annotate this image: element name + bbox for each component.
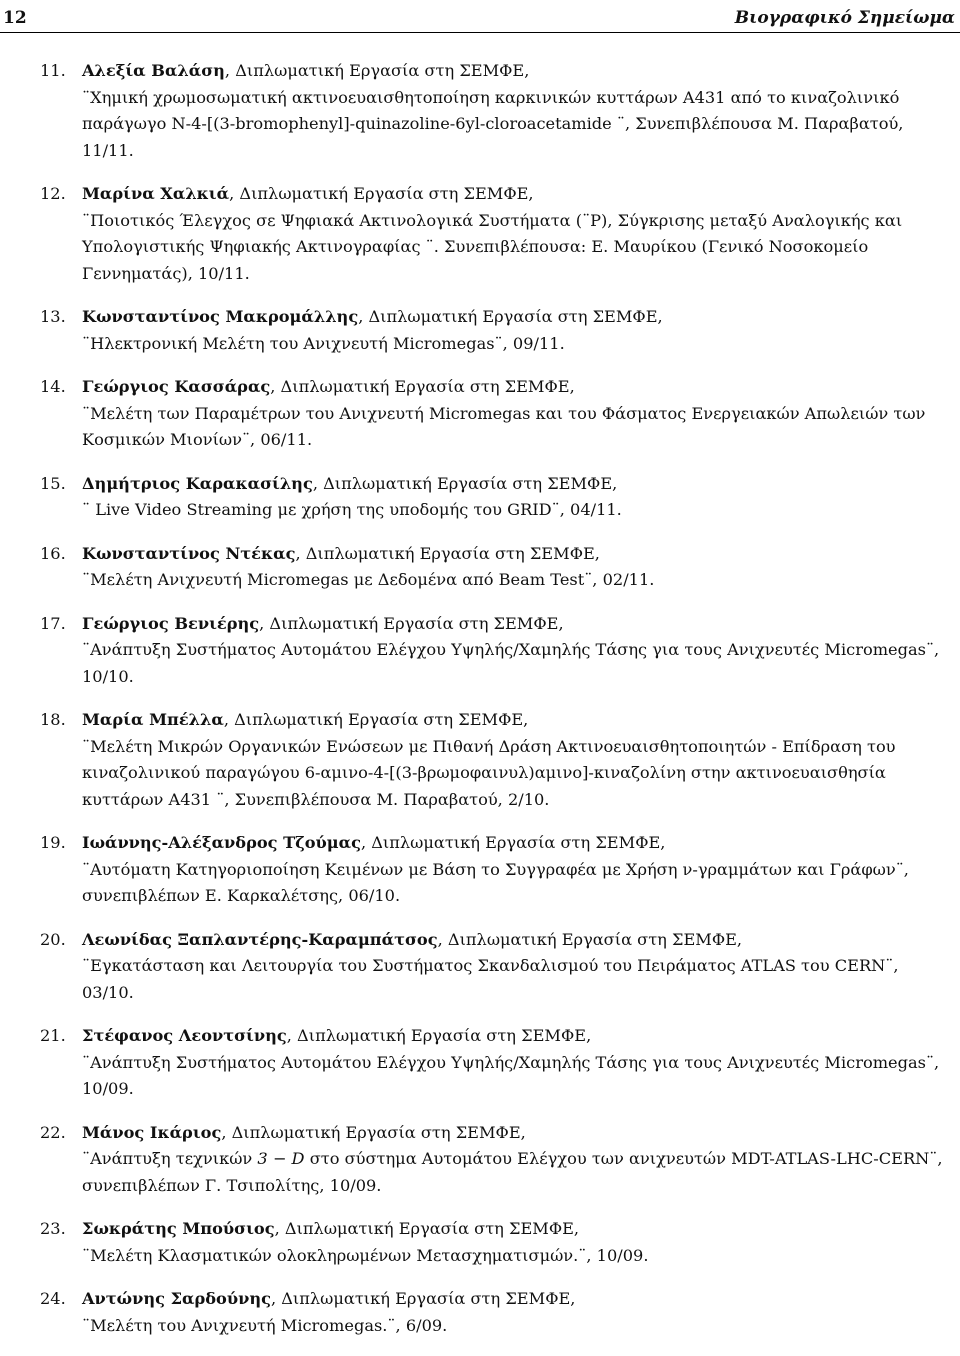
student-name: Δημήτριος Καρακασίλης	[82, 473, 313, 493]
thesis-entry	[0, 611, 960, 691]
thesis-entry	[0, 927, 960, 1007]
entry-role: , Διπλωματική Εργασία στη ΣΕΜΦΕ,	[360, 833, 666, 852]
entry-number: 13.	[40, 307, 66, 326]
student-name: Στέφανος Λεοντσίνης	[82, 1026, 287, 1045]
thesis-entry	[0, 1286, 960, 1339]
thesis-entry	[0, 830, 960, 910]
entry-number: 11.	[40, 61, 66, 80]
entry-number: 20.	[40, 929, 66, 949]
entry-number: 15.	[40, 473, 66, 493]
thesis-title: ¨Μελέτη Κλασματικών ολοκληρωμένων Μετασχηματισμών.¨, 10/09.	[82, 1245, 649, 1265]
entry-number: 17.	[40, 613, 66, 633]
thesis-entry	[0, 707, 960, 813]
entry-role: , Διπλωματική Εργασία στη ΣΕΜΦΕ,	[274, 1219, 580, 1238]
student-name: Ιωάννης-Αλέξανδρος Τζούμας	[82, 833, 361, 852]
student-name: Κωνσταντίνος Μακρομάλλης	[82, 307, 359, 326]
thesis-title: ¨ Live Video Streaming με χρήση της υποδομής του GRID¨, 04/11.	[82, 500, 622, 519]
student-name: Μαρία Μπέλλα	[82, 710, 224, 729]
math-expression: 3 − D	[257, 1149, 305, 1168]
student-name: Κωνσταντίνος Ντέκας	[82, 543, 296, 563]
entry-role: , Διπλωματική Εργασία στη ΣΕΜΦΕ,	[312, 473, 618, 493]
student-name: Αλεξία Βαλάση	[82, 61, 225, 80]
page-number: 12	[3, 8, 27, 28]
entry-role: , Διπλωματική Εργασία στη ΣΕΜΦΕ,	[229, 184, 534, 203]
thesis-title: ¨Μελέτη Ανιχνευτή Micromegas με Δεδομένα από Beam Test¨, 02/11.	[82, 570, 655, 589]
thesis-entry	[0, 304, 960, 357]
entry-role: , Διπλωματική Εργασία στη ΣΕΜΦΕ,	[221, 1122, 526, 1142]
thesis-title	[82, 1146, 953, 1199]
student-name: Αντώνης Σαρδούνης	[82, 1289, 271, 1308]
entry-role: , Διπλωματική Εργασία στη ΣΕΜΦΕ,	[270, 1289, 576, 1308]
entry-number: 18.	[40, 710, 66, 729]
section-title: Βιογραφικό Σημείωμα	[734, 8, 955, 28]
thesis-title: ¨Ηλεκτρονική Μελέτη του Ανιχνευτή Micromegas¨, 09/11.	[82, 333, 565, 353]
entry-number: 21.	[40, 1026, 66, 1045]
entry-role: , Διπλωματική Εργασία στη ΣΕΜΦΕ,	[286, 1026, 592, 1045]
entry-number: 16.	[40, 543, 66, 563]
thesis-title: ¨Ανάπτυξη Συστήματος Αυτομάτου Ελέγχου Υψηλής/Χαμηλής Τάσης για τους Ανιχνευτές Micromegas¨, 10/10.	[82, 640, 940, 686]
entry-role: , Διπλωματική Εργασία στη ΣΕΜΦΕ,	[270, 377, 575, 396]
entry-role: , Διπλωματική Εργασία στη ΣΕΜΦΕ,	[259, 613, 564, 633]
thesis-title: ¨Ποιοτικός Έλεγχος σε Ψηφιακά Ακτινολογικά Συστήματα (¨P), Σύγκρισης μεταξύ Αναλογικής και Υπολογιστικής Ψηφιακής Ακτινογραφίας ¨. Συνεπιβλέπουσα: Ε. Μαυρίκου (Γενικό Νοσοκομείο Γεννηματάς), 10/11.	[82, 210, 903, 283]
student-name: Γεώργιος Κασσάρας	[82, 377, 271, 396]
student-name: Μαρίνα Χαλκιά	[82, 184, 230, 203]
thesis-entry	[0, 374, 960, 454]
student-name: Γεώργιος Βενιέρης	[82, 613, 260, 633]
thesis-entry	[0, 181, 960, 287]
entry-number: 23.	[40, 1219, 66, 1238]
thesis-title: ¨Χημική χρωμοσωματική ακτινοευαισθητοποίηση καρκινικών κυττάρων A431 από το κιναζολινικό παράγωγο N-4-[(3-bromophenyl]-quinazoline-6yl-cloroacetamide ¨, Συνεπιβλέπουσα Μ. Παραβατού, 11/11.	[82, 87, 904, 160]
thesis-title: ¨Αυτόματη Κατηγοριοποίηση Κειμένων με Βάση το Συγγραφέα με Χρήση ν-γραμμάτων και Γράφων¨, συνεπιβλέπων Ε. Καρκαλέτσης, 06/10.	[82, 859, 909, 905]
entry-number: 24.	[40, 1289, 66, 1308]
entry-role: , Διπλωματική Εργασία στη ΣΕΜΦΕ,	[295, 543, 600, 563]
thesis-title: ¨Μελέτη του Ανιχνευτή Micromegas.¨, 6/09.	[82, 1315, 448, 1335]
thesis-title: ¨Μελέτη των Παραμέτρων του Ανιχνευτή Micromegas και του Φάσματος Ενεργειακών Απωλειών των Κοσμικών Μιονίων¨, 06/11.	[82, 403, 926, 449]
thesis-title: ¨Εγκατάσταση και Λειτουργία του Συστήματος Σκανδαλισμού του Πειράματος ATLAS του CERN¨, 03/10.	[82, 956, 899, 1002]
thesis-entry	[0, 541, 960, 594]
entry-number: 14.	[40, 377, 66, 396]
entry-role: , Διπλωματική Εργασία στη ΣΕΜΦΕ,	[437, 929, 743, 949]
thesis-entry	[0, 1120, 960, 1200]
entry-role: , Διπλωματική Εργασία στη ΣΕΜΦΕ,	[223, 710, 529, 729]
student-name: Σωκράτης Μπούσιος	[82, 1219, 275, 1238]
entry-number: 19.	[40, 833, 66, 852]
student-name: Μάνος Ικάριος	[82, 1122, 222, 1142]
thesis-entry	[0, 1023, 960, 1103]
thesis-list	[0, 58, 960, 1356]
page-header	[3, 0, 955, 28]
entry-number: 22.	[40, 1122, 66, 1142]
entry-role: , Διπλωματική Εργασία στη ΣΕΜΦΕ,	[224, 61, 530, 80]
thesis-title: ¨Ανάπτυξη Συστήματος Αυτομάτου Ελέγχου Υψηλής/Χαμηλής Τάσης για τους Ανιχνευτές Micromegas¨, 10/09.	[82, 1052, 940, 1098]
thesis-title-start: ¨Ανάπτυξη τεχνικών	[82, 1149, 258, 1168]
thesis-entry	[0, 58, 960, 164]
thesis-title: ¨Μελέτη Μικρών Οργανικών Ενώσεων με Πιθανή Δράση Ακτινοευαισθητοποιητών - Επίδραση του κιναζολινικού παραγώγου 6-αμινο-4-[(3-βρωμοφαινυλ)αμινο]-κιναζολίνη στην ακτινοευαισθησία κυττάρων A431 ¨, Συνεπιβλέπουσα Μ. Παραβατού, 2/10.	[82, 736, 896, 809]
entry-number: 12.	[40, 184, 66, 203]
thesis-title-end: στο σύστημα Αυτομάτου Ελέγχου των ανιχνευτών MDT-ATLAS-LHC-CERN¨, συνεπιβλέπων Γ. Τσιπολίτης, 10/09.	[82, 1149, 943, 1195]
thesis-entry	[0, 471, 960, 524]
entry-role: , Διπλωματική Εργασία στη ΣΕΜΦΕ,	[358, 307, 663, 326]
thesis-entry	[0, 1216, 960, 1269]
header-rule	[0, 32, 960, 33]
student-name: Λεωνίδας Ξαπλαντέρης-Καραμπάτσος	[82, 929, 438, 949]
